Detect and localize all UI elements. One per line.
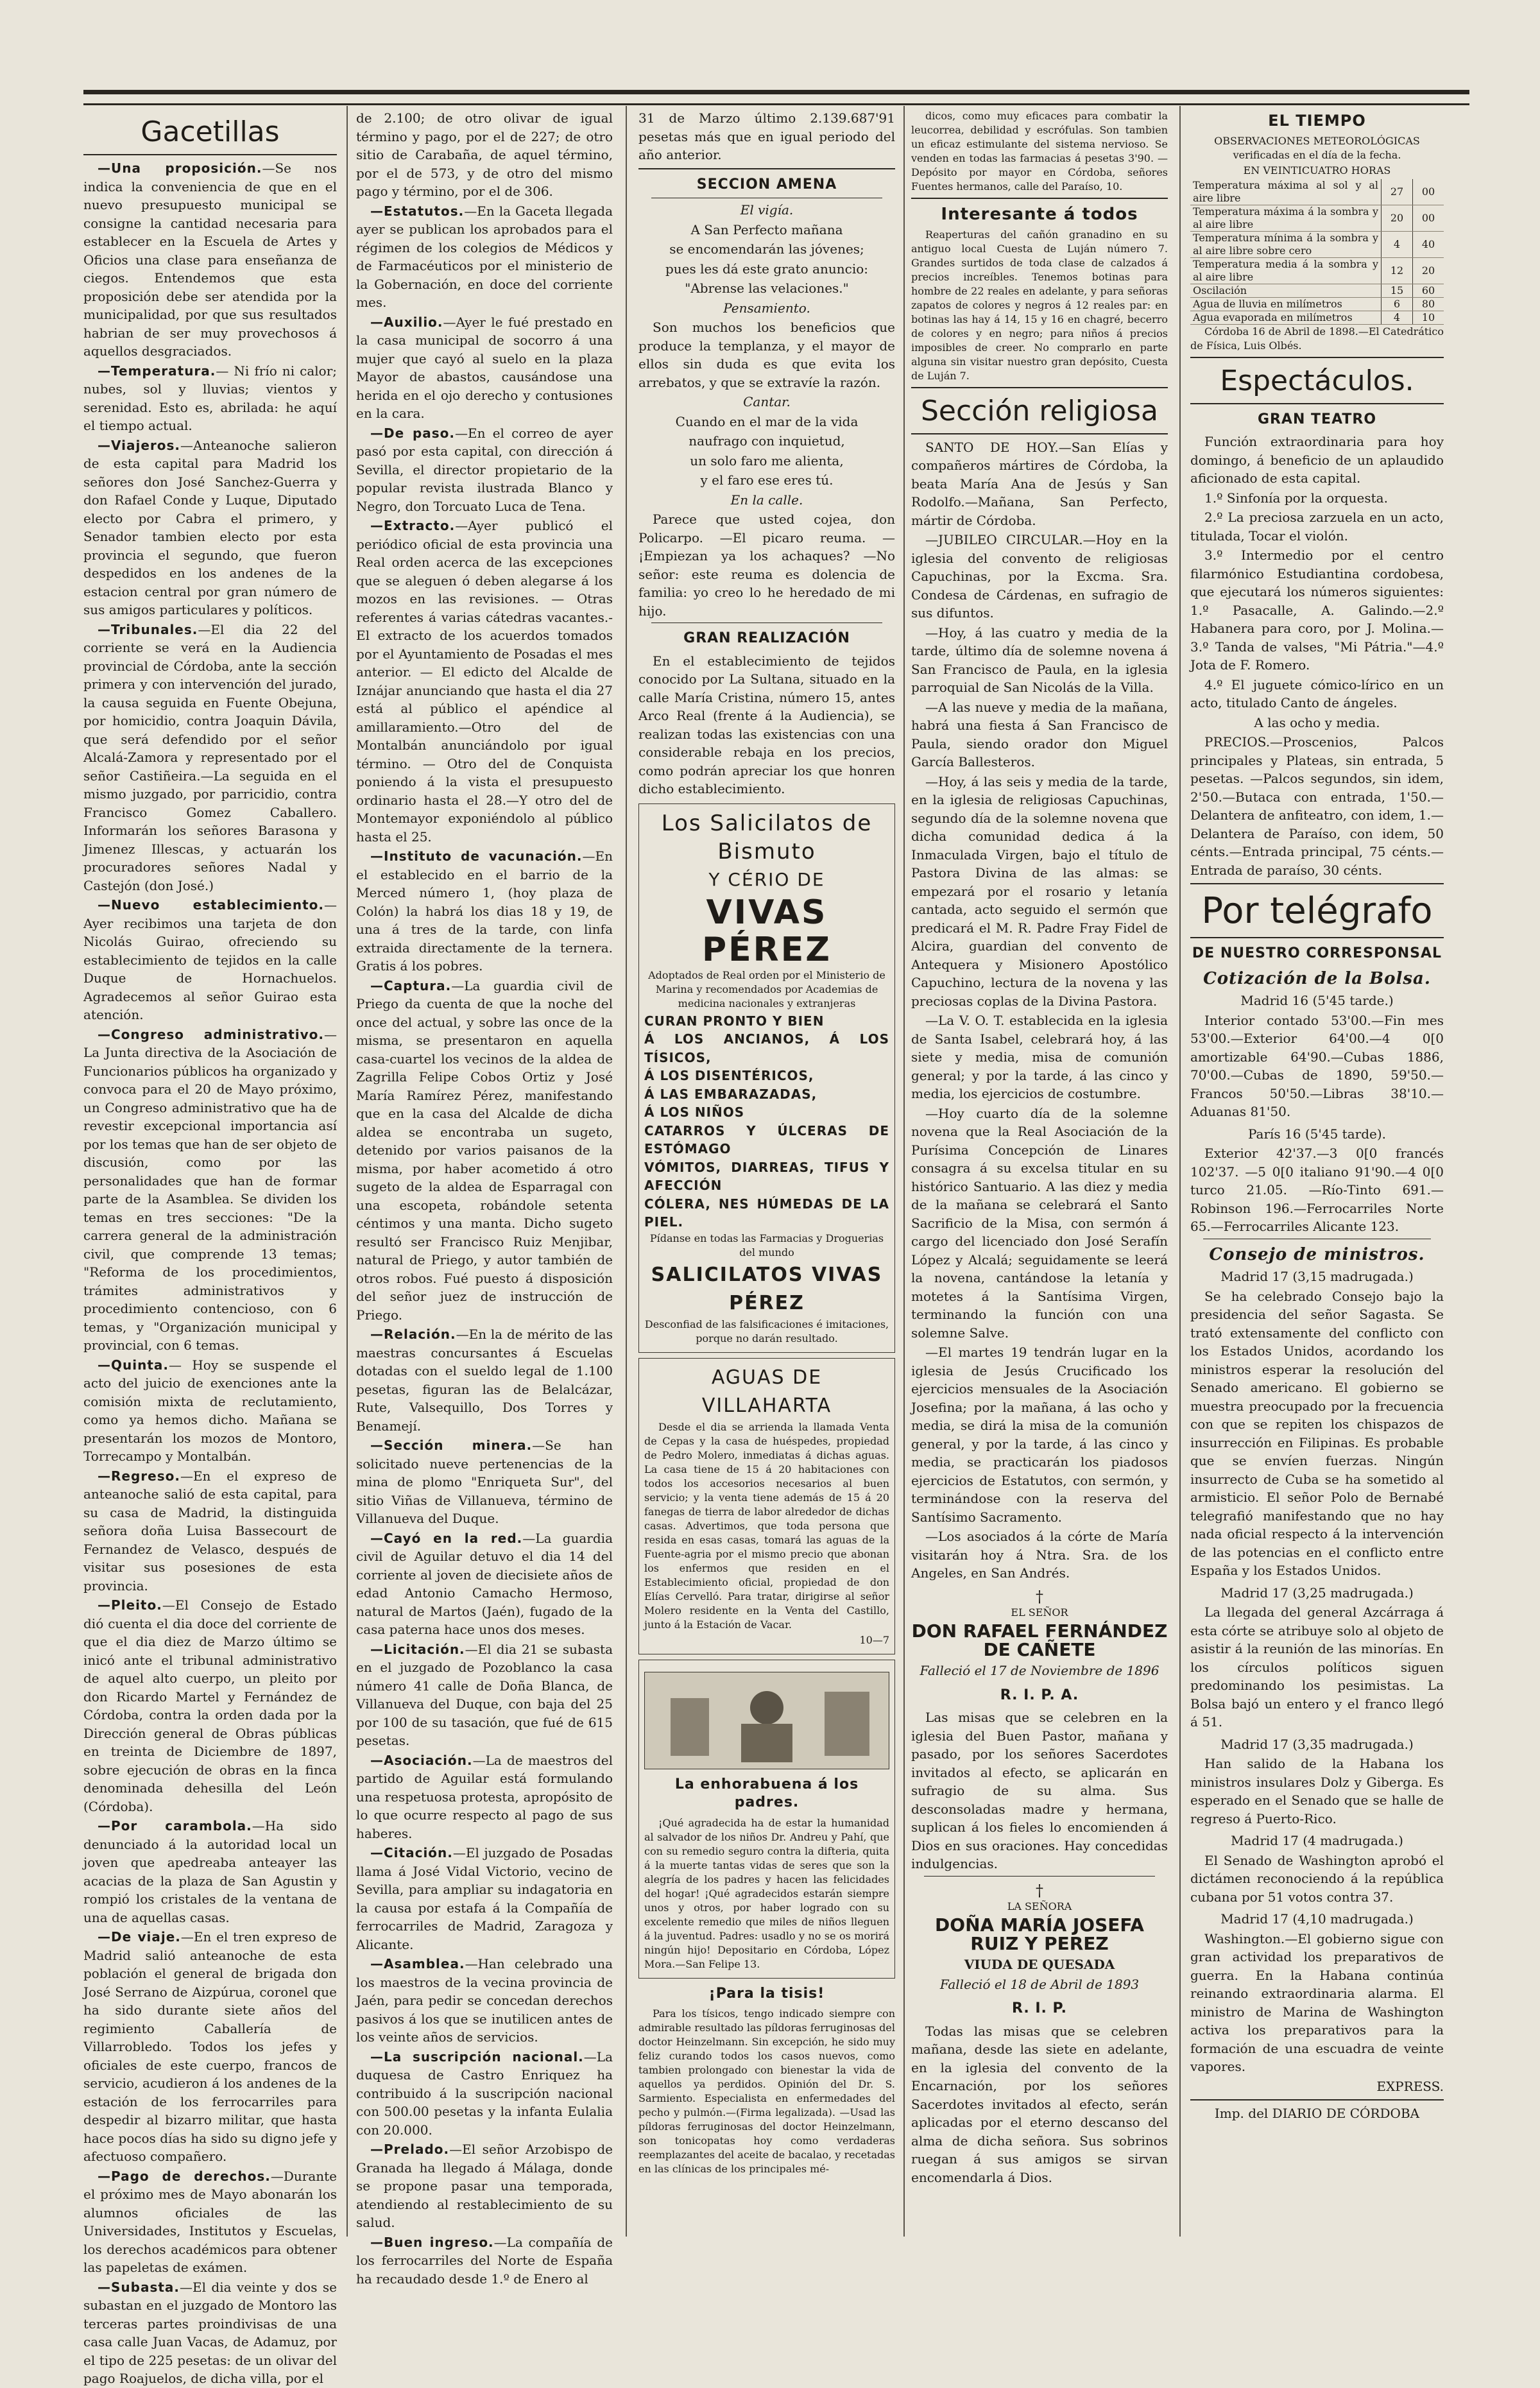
news-text: —Anteanoche salieron de esta capital para Madrid los señores don José Sanchez-Guerra y don Rafael Conde y Luque, Diputado electo por Cabra el primero, y Senador tambien electo por esta provincia el segundo, que fueron despedidos en los andenes de la estacion central por gran número de sus amigos particulares y políticos. <box>83 437 337 617</box>
advertisement-enhorabuena <box>638 1660 895 1979</box>
weather-row <box>1190 311 1444 324</box>
program-item: 1.º Sinfonía por la orquesta. <box>1204 490 1388 506</box>
amena-text: Son muchos los beneficios que produce la templanza, y el mayor de ellos sin duda es que evita los arrebatos, y que se extravíe la razón. <box>638 320 895 390</box>
obit-pre: LA SEÑORA <box>1007 1900 1072 1912</box>
weather-label: Temperatura mínima á la sombra y al aire libre sobre cero <box>1190 231 1382 257</box>
obit-name: DON RAFAEL FERNÁNDEZ DE CAÑETE <box>911 1620 1168 1660</box>
news-keyword: —Licitación. <box>370 1641 465 1657</box>
news-text: — Ni frío ni calor; nubes, sol y lluvias; vientos y serenidad. Esto es, abrilada: he aquí el tiempo actual. <box>83 363 337 433</box>
divider <box>911 387 1168 388</box>
ad-claim-line: Á LOS NIÑOS <box>644 1104 745 1120</box>
section-heading-espectaculos: Espectáculos. <box>1220 364 1414 397</box>
news-keyword: —Pleito. <box>98 1597 162 1613</box>
bolsa-dateline: París 16 (5'45 tarde). <box>1247 1126 1387 1142</box>
advertisement-villaharta <box>638 1358 895 1654</box>
ad-claim-line: CURAN PRONTO Y BIEN <box>644 1013 825 1029</box>
news-keyword: —Temperatura. <box>98 363 216 379</box>
amena-subtitle: El vigía. <box>740 202 794 218</box>
news-text: —En la Gaceta llegada ayer se publican los aprobados para el régimen de los colegios de Médicos y de Farmacéuticos por el ministerio de la Gobernación, en doce del corriente mes. <box>356 203 613 310</box>
news-keyword: —Estatutos. <box>370 203 465 219</box>
news-keyword: —De paso. <box>370 425 456 441</box>
news-item <box>356 847 613 975</box>
program-item: 4.º El juguete cómico-lírico en un acto, titulado Canto de ángeles. <box>1190 676 1444 710</box>
religious-notice: —Hoy, á las seis y media de la tarde, en la iglesia de religiosas Capuchinas, segundo día de la solemne novena que dicha comunidad dedica á la Inmaculada Virgen, bajo el título de Pastora Divina de las almas: se empezará por el rosario y letanía cantada, acto seguido el sermón que predicará el M. R. Padre Fray Fidel de Alcira, guardian del convento de Antequera y Misionero Apostólico Capuchino, lectura de la novena y las preciosas coplas de la Divina Pastora. <box>911 773 1168 1009</box>
verse-line: naufrago con inquietud, <box>689 433 845 449</box>
religious-notice: —El martes 19 tendrán lugar en la iglesia de Jesús Crucificado los ejercicios mensuales de la Asociación Josefina; por la mañana, á las ocho y media, se dirá la misa de la comunión general, y por la tarde, á las cinco y media, se practicarán los piadosos ejercicios de Estatutos, con sermón, y terminándose con la reserva del Santísimo Sacramento. <box>911 1344 1168 1525</box>
amena-subtitle: Cantar. <box>743 394 791 409</box>
ad-text-tisis: Para los tísicos, tengo indicado siempre con admirable resultado las píldoras ferruginosas del doctor Heinzelmann. Sin excepción, he sido muy feliz curando todos los casos nuevos, como tambien prolongado con bienestar la vida de aquellos ya perdidos. Opinión del Dr. S. Sarmiento. Especialista en enfermedades del pecho y pulmón.—(Firma legalizada). —Usad las píldoras ferruginosas del doctor Heinzelmann, son tonicopatas hoy como verdaderas reemplazantes del aceite de bacalao, y recetadas en las clínicas de los principales mé- <box>638 2007 895 2175</box>
theatre-title: GRAN TEATRO <box>1257 411 1377 427</box>
weather-row <box>1190 284 1444 297</box>
news-keyword: —Pago de derechos. <box>98 2168 271 2184</box>
signature: EXPRESS. <box>1376 2078 1444 2094</box>
cross-icon: † <box>1036 1881 1043 1900</box>
news-text: —Ayer publicó el periódico oficial de esta provincia una Real orden acerca de las excepciones que se aleguen ó deben alegarse á los mozos en las revisiones. — Otras referentes á varias cátedras vacantes.- El extracto de los acuerdos tomados por el Ayuntamiento de Posadas el mes anterior. — El edicto del Alcalde de Iznájar anunciando que hasta el dia 27 está al público el apéndice al amillaramiento.—Otro del de Montalbán anunciándolo por igual término. — Otro del de Conquista poniendo á la vista el presupuesto ordinario hasta el 28.—Y otro del de Montemayor exponiéndolo al público hasta el 25. <box>356 518 613 845</box>
ad-text: ¡Qué agradecida ha de estar la humanidad al salvador de los niños Dr. Andreu y Pahí, que con su remedio seguro contra la difteria, quita á la muerte tantas vidas de seres que son la alegría de los padres y hacen las felicidades del hogar! ¡Qué agradecidos estarán siempre unos y otros, por haber logrado con su excelente remedio que miles de niños lleguen á la juventud. Padres: usadlo y no se os morirá ningún hijo! Depositario en Córdoba, López Mora.—San Felipe 13. <box>644 1816 889 1970</box>
bolsa-dateline: Madrid 16 (5'45 tarde.) <box>1240 993 1394 1008</box>
bolsa-quotes <box>1190 992 1444 1236</box>
verse-line: y el faro ese eres tú. <box>700 472 834 488</box>
weather-value: 15 <box>1382 284 1413 297</box>
ad-claim-line: Á LAS EMBARAZADAS, <box>644 1086 817 1102</box>
divider <box>1190 403 1444 404</box>
news-text: de 2.100; de otro olivar de igual término y pago, por el de 227; de otro sitio de Carabaña, de aquel término, por el de 573, y de otro del mismo pago y término, por el de 306. <box>356 110 613 199</box>
weather-label: Agua evaporada en milímetros <box>1190 311 1382 324</box>
weather-label: Oscilación <box>1190 284 1382 297</box>
ad-claim-line: CATARROS Y ÚLCERAS DE ESTÓMAGO <box>644 1122 889 1156</box>
obit-rip: R. I. P. <box>1011 2000 1067 2016</box>
weather-label: Temperatura máxima al sol y al aire libre <box>1190 179 1382 205</box>
news-text: —El dia veinte y dos se subastan en el juzgado de Montoro las terceras partes proindivisas de una casa calle Juan Vacas, de Adamuz, por el tipo de 225 pesetas: de un olivar del pago Roajuelos, de dicha villa, por el <box>83 2279 337 2386</box>
weather-value: 12 <box>1382 257 1413 284</box>
news-keyword: —Buen ingreso. <box>370 2234 494 2250</box>
news-item <box>83 1596 337 1816</box>
news-text: —Ayer recibimos una tarjeta de don Nicolás Guirao, ofreciendo su establecimiento de tejidos en la calle Duque de Hornachuelos. Agradecemos al señor Guirao esta atención. <box>83 897 337 1022</box>
ad-text: Desde el dia se arrienda la llamada Venta de Cepas y la casa de huéspedes, propiedad de Pedro Molero, inmediatas á dichas aguas. La casa tiene de 15 á 20 habitaciones con todos los accesorios necesarios al buen servicio; y la venta tiene además de 15 á 20 fanegas de tierra de labor alrededor de dichas casas. Advertimos, que toda persona que resida en esas casas, tomará las aguas de la Fuente-agria por el mismo precio que abonan los enfermos que residen en el Establecimiento oficial, propiedad de don Elías Cervelló. Para tratar, dirigirse al señor Molero residente en la Venta del Castillo, junto á la Estación de Vacar. <box>644 1420 889 1631</box>
religious-notice: SANTO DE HOY.—San Elías y compañeros mártires de Córdoba, la beata María Ana de Jesús y San Rodolfo.—Mañana, San Perfecto, mártir de Córdoba. <box>911 439 1168 528</box>
obituary-2 <box>911 1882 1168 2187</box>
column-rule <box>903 106 905 2237</box>
amena-subtitle: Pensamiento. <box>723 300 810 316</box>
cable-text: Se ha celebrado Consejo bajo la presidencia del señor Sagasta. Se trató extensamente del conflicto con los Estados Unidos, acordando los ministros esperar la resolución del Senado americano. El gobierno se muestra preocupado por la frecuencia con que se repiten los chispazos de insurrección en Filipinas. Es probable que se envíen fuerzas. Ningún insurrecto de Cuba se ha sometido al armisticio. El señor Polo de Bernabé telegrafió manifestando que no hay nada oficial respecto á la intervención de las potencias en el conflicto entre España y los Estados Unidos. <box>1190 1288 1444 1578</box>
obit-name: DOÑA MARÍA JOSEFA RUIZ Y PEREZ <box>935 1914 1144 1954</box>
bolsa-text: Interior contado 53'00.—Fin mes 53'00.—Exterior 64'00.—4 0[0 amortizable 64'90.—Cubas 1886, 70'00.—Cubas de 1890, 59'50.—Francos 50'50.—Libras 38'10.—Aduanas 81'50. <box>1190 1012 1444 1119</box>
news-item <box>356 109 613 201</box>
news-keyword: —Subasta. <box>98 2279 180 2295</box>
news-item <box>83 1026 337 1355</box>
ad-claims <box>644 1012 889 1232</box>
religious-notice: —A las nueve y media de la mañana, habrá una fiesta á San Francisco de Paula, siendo orador don Miguel García Ballesteros. <box>911 699 1168 769</box>
section-title-gran-realizacion: GRAN REALIZACIÓN <box>683 630 850 646</box>
divider <box>924 1876 1155 1877</box>
news-text: —El señor Arzobispo de Granada ha llegado á Málaga, donde se propone pasar una temporada, atendiendo al restablecimiento de su salud. <box>356 2142 613 2230</box>
news-keyword: —Congreso administrativo. <box>98 1026 324 1042</box>
ad-title: La enhorabuena á los padres. <box>674 1776 859 1810</box>
weather-row <box>1190 205 1444 231</box>
news-keyword: —Asamblea. <box>370 1956 465 1971</box>
column-tiempo-telegrafo <box>1190 109 1444 2237</box>
news-keyword: —Extracto. <box>370 518 456 533</box>
weather-decimal: 00 <box>1413 205 1444 231</box>
news-item <box>356 1325 613 1435</box>
cable-dateline: Madrid 17 (3,15 madrugada.) <box>1220 1269 1414 1284</box>
news-item <box>356 2140 613 2232</box>
engraving-illustration <box>644 1672 889 1769</box>
news-text: —El dia 21 se subasta en el juzgado de Pozoblanco la casa número 41 calle de Doña Blanca, de Villanueva del Duque, con baja del 25 por 100 de su tasación, que fué de 615 pesetas. <box>356 1641 613 1748</box>
news-keyword: —Citación. <box>370 1845 453 1860</box>
section-heading-religiosa: Sección religiosa <box>920 394 1158 427</box>
news-text: —En la de mérito de las maestras concursantes á Escuelas dotadas con el sueldo legal de 1.100 pesetas, figuran las de Belalcázar, Rute, Valsequillo, Dos Torres y Benamejí. <box>356 1327 613 1434</box>
column-rule <box>626 106 627 2237</box>
religious-notice: —Los asociados á la córte de María visitarán hoy á Ntra. Sra. de los Angeles, en San Andrés. <box>911 1529 1168 1581</box>
gran-realizacion-text: En el establecimiento de tejidos conocido por La Sultana, situado en la calle María Cristina, número 15, antes Arco Real (frente á la Audiencia), se realizan todas las existencias con una considerable rebaja en los precios, como podrán apreciar los que honren dicho establecimiento. <box>638 653 895 796</box>
weather-decimal: 00 <box>1413 179 1444 205</box>
weather-row <box>1190 179 1444 205</box>
program-item: 3.º Intermedio por el centro filarmónico Estudiantina cordobesa, que ejecutará los números siguientes: 1.º Pasacalle, A. Galindo.—2.º Habanera para coro, por J. Molina.—3.º Tanda de valses, "Mi Pátria."—4.º Jota de F. Romero. <box>1190 547 1444 673</box>
ad-warning: Desconfiad de las falsificaciones é imitaciones, porque no darán resultado. <box>644 1318 889 1344</box>
news-keyword: —Asociación. <box>370 1752 473 1768</box>
news-item <box>83 159 337 361</box>
weather-decimal: 20 <box>1413 257 1444 284</box>
verse-line: A San Perfecto mañana <box>690 221 843 237</box>
obit-text: Todas las misas que se celebren mañana, desde las siete en adelante, en la iglesia del convento de la Encarnación, por los señores Sacerdotes invitados al efecto, serán aplicadas por el eterno descanso del alma de dicha señora. Sus sobrinos ruegan á sus amigos se sirvan encomendarla á Dios. <box>911 2023 1168 2185</box>
news-item <box>356 1844 613 1954</box>
weather-decimal: 40 <box>1413 231 1444 257</box>
section-heading-telegrafo: Por telégrafo <box>1201 890 1433 932</box>
cable-text: Washington.—El gobierno sigue con gran actividad los preparativos de guerra. En la Habana continúa reinando extraordinaria alarma. El ministro de Marina de Washington activa los preparativos para la formación de una escuadra de veinte vapores. <box>1190 1930 1444 2074</box>
news-keyword: —Relación. <box>370 1327 456 1342</box>
news-text: —La duquesa de Castro Enriquez ha contribuido á la suscripción nacional con 500.00 pesetas y la infanta Eulalia con 20.000. <box>356 2049 613 2138</box>
theatre-program <box>1190 489 1444 712</box>
ad-title-tisis: ¡Para la tisis! <box>708 1985 825 2002</box>
news-item <box>83 362 337 435</box>
ad-footer: Pídanse en todas las Farmacias y Droguerias del mundo <box>649 1232 884 1258</box>
divider <box>1190 883 1444 884</box>
news-item <box>83 2167 337 2277</box>
verse-line: Cuando en el mar de la vida <box>675 413 859 429</box>
consejo-title: Consejo de ministros. <box>1209 1244 1425 1264</box>
news-keyword: —De viaje. <box>98 1929 181 1945</box>
news-keyword: —Nuevo establecimiento. <box>98 897 324 913</box>
column-religiosa <box>911 109 1168 2237</box>
cable-text: La llegada del general Azcárraga á esta córte se atribuye solo al objeto de asistir á la reunión de las minorías. En los círculos políticos siguen predominando los pesimistas. La Bolsa bajó un entero y el franco llegó á 51. <box>1190 1604 1444 1730</box>
bolsa-title: Cotización de la Bolsa. <box>1203 968 1431 988</box>
ad-brand: VIVAS PÉREZ <box>702 893 832 969</box>
news-item <box>83 1467 337 1595</box>
news-text: —En el correo de ayer pasó por esta capital, con dirección á Sevilla, el director propietario de la popular revista ilustrada Blanco y Negro, don Torcuato Luca de Tena. <box>356 425 613 514</box>
news-item <box>356 202 613 312</box>
ad-title: AGUAS DE VILLAHARTA <box>701 1366 832 1417</box>
news-item <box>83 621 337 895</box>
cable-dateline: Madrid 17 (4 madrugada.) <box>1231 1833 1403 1848</box>
weather-value: 6 <box>1382 297 1413 311</box>
weather-subtitle-2: EN VEINTICUATRO HORAS <box>1243 164 1391 176</box>
news-text: —En el establecido en el barrio de la Merced número 1, (hoy plaza de Colón) la habrá los dias 18 y 19, de una á tres de la tarde, con linfa extraida directamente de la ternera. Gratis á los pobres. <box>356 848 613 974</box>
correspondent-label: DE NUESTRO CORRESPONSAL <box>1192 945 1442 961</box>
weather-label: Agua de lluvia en milímetros <box>1190 297 1382 311</box>
weather-subtitle: OBSERVACIONES METEOROLÓGICAS verificadas en el día de la fecha. <box>1214 134 1420 161</box>
divider <box>911 198 1168 199</box>
news-text: —La de maestros del partido de Aguilar está formulando una respetuosa protesta, apropósito de lo que ocurre respecto al pago de sus haberes. <box>356 1752 613 1841</box>
obituary-1 <box>911 1588 1168 1873</box>
amena-subtitle: En la calle. <box>730 492 803 508</box>
news-text: —Ayer le fué prestado en la casa municipal de socorro á una mujer que cayó al suelo en la plaza Mayor de abastos, causándose una herida en el ojo derecho y contusiones en la cara. <box>356 314 613 421</box>
cross-icon: † <box>1036 1587 1043 1606</box>
news-item <box>83 436 337 619</box>
news-item <box>356 2048 613 2140</box>
news-item <box>83 1928 337 2166</box>
ad-title-interesante: Interesante á todos <box>941 205 1138 224</box>
weather-value: 20 <box>1382 205 1413 231</box>
news-item <box>356 1955 613 2047</box>
religious-notice: —Hoy cuarto día de la solemne novena que la Real Asociación de la Purísima Concepción de Linares consagra á su excelsa titular en su histórico Santuario. A las diez y media de la mañana se celebrará el Santo Sacrificio de la Misa, con sermón á cargo del licenciado don José Serafín López y Alcalá; seguidamente se leerá la novena, cantándose la letanía y motetes á la Santísima Virgen, terminando la función con una solemne Salve. <box>911 1105 1168 1341</box>
ad-claim-line: VÓMITOS, DIARREAS, TIFUS Y AFECCIÓN <box>644 1159 889 1193</box>
continued-text: 31 de Marzo último 2.139.687'91 pesetas más que en igual periodo del año anterior. <box>638 110 895 162</box>
news-keyword: —Por carambola. <box>98 1818 252 1834</box>
column-amena-ads <box>638 109 895 2237</box>
cable-dateline: Madrid 17 (3,25 madrugada.) <box>1220 1585 1414 1601</box>
news-item <box>356 1529 613 1639</box>
obit-died: Falleció el 18 de Abril de 1893 <box>939 1976 1140 1992</box>
weather-footer: Córdoba 16 de Abril de 1898.—El Catedrático de Física, Luis Olbés. <box>1190 325 1444 352</box>
obit-text: Las misas que se celebren en la iglesia del Buen Pastor, mañana y pasado, por los señores Sacerdotes invitados al efecto, se aplicarán en sufragio de su alma. Sus desconsoladas madre y hermana, suplican á los fieles lo encomienden á Dios en sus oraciones. Hay concedidas indulgencias. <box>911 1710 1168 1871</box>
column-rule <box>1179 106 1181 2237</box>
weather-row <box>1190 231 1444 257</box>
divider <box>911 433 1168 434</box>
religious-notices <box>911 438 1168 1583</box>
column-gacetillas-cont <box>356 109 613 2287</box>
news-keyword: —Cayó en la red. <box>370 1530 523 1546</box>
news-item <box>356 313 613 423</box>
divider <box>1190 937 1444 938</box>
religious-notice: —La V. O. T. establecida en la iglesia de Santa Isabel, celebrará hoy, á las siete y media, misa de comunión general; y por la tarde, á las cinco y media, los ejercicios de costumbre. <box>911 1013 1168 1101</box>
gacetillas-list-continued <box>356 109 613 2288</box>
ad-text-interesante: Reaperturas del cañón granadino en su antiguo local Cuesta de Luján número 7. Grandes surtidos de toda clase de calzados á precios increíbles. Tenemos botinas para hombre de 22 reales en adelante, y para señoras zapatos de colores y negros á 12 reales par: en botinas las hay á 14, 15 y 16 en chagré, becerro de colores y en negro; para niños á precios imposibles de creer. No comprarlo en parte alguna sin visitar nuestro gran depósito, Cuesta de Luján 7. <box>911 228 1168 382</box>
news-item <box>356 517 613 846</box>
news-item <box>83 896 337 1024</box>
advertisement-salicilatos <box>638 803 895 1353</box>
gacetillas-list <box>83 159 337 2388</box>
theatre-prices: PRECIOS.—Proscenios, Palcos principales y Plateas, sin entrada, 5 pesetas. —Palcos segundos, sin idem, 2'50.—Butaca con entrada, 1'50.—Delantera de anfiteatro, con idem, 1.—Delantera de Paraíso, con idem, 50 cénts.—Entrada principal, 75 cénts.—Entrada de paraíso, 30 cénts. <box>1190 734 1444 878</box>
theatre-time: A las ocho y media. <box>1254 714 1380 730</box>
obit-pre: EL SEÑOR <box>1011 1606 1068 1619</box>
bolsa-text: Exterior 42'37.—3 0[0 francés 102'37. —5 0[0 italiano 91'90.—4 0[0 turco 21.05. —Río-Tinto 691.—Robinson 196.—Ferrocarriles Norte 65.—Ferrocarriles Alicante 123. <box>1190 1146 1444 1234</box>
news-item <box>83 1817 337 1927</box>
news-text: —La compañía de los ferrocarriles del Norte de España ha recaudado desde 1.º de Enero al <box>356 2234 613 2287</box>
ad-claim-line: Á LOS DISENTÉRICOS, <box>644 1068 814 1083</box>
news-text: —El Consejo de Estado dió cuenta el dia doce del corriente de que el dia diez de Marzo último se inicó ante el tribunal administrativo de aquel alto cuerpo, un pleito por don Ricardo Martel y Fernández de Córdoba, contra la orden dada por la Dirección general de Obras públicas en treinta de Diciembre de 1897, sobre ejecución de obras en la finca denominada dehesilla del León (Córdoba). <box>83 1597 337 1814</box>
weather-label: Temperatura media á la sombra y al aire libre <box>1190 257 1382 284</box>
religious-notice: —Hoy, á las cuatro y media de la tarde, último día de solemne novena á San Francisco de Paula, en la iglesia parroquial de San Nicolás de la Villa. <box>911 624 1168 695</box>
cable-text: Han salido de la Habana los ministros insulares Dolz y Giberga. Es esperado en el Senado que se halle de regreso á Puerto-Rico. <box>1190 1756 1444 1826</box>
news-text: —Han celebrado una los maestros de la vecina provincia de Jaén, para pedir se concedan derechos pasivos á los que se inutilicen antes de los veinte años de servicios. <box>356 1956 613 2045</box>
news-keyword: —Auxilio. <box>370 314 443 330</box>
obit-rip: R. I. P. A. <box>1000 1687 1079 1703</box>
news-keyword: —Regreso. <box>98 1468 180 1484</box>
weather-row <box>1190 297 1444 311</box>
obit-sub: VIUDA DE QUESADA <box>964 1957 1115 1972</box>
news-text: —En el expreso de anteanoche salió de esta capital, para su casa de Madrid, la distinguida señora doña Luisa Bassecourt de Fernandez de Velasco, después de visitar sus posesiones de esta provincia. <box>83 1468 337 1593</box>
news-keyword: —Tribunales. <box>98 621 198 637</box>
divider <box>1190 2099 1444 2100</box>
news-text: —La Junta directiva de la Asociación de Funcionarios públicos ha organizado y convoca para el 20 de Mayo próximo, un Congreso administrativo que ha de revestir excepcional importancia así por los temas que han de ser objeto de discusión, como por las personalidades que han de formar parte de la Asamblea. Se dividen los temas en tres secciones: "De la carrera general de la administración civil, que comprende 13 temas; "Reforma de los procedimientos, trámites administrativos y procedimiento contencioso, con 6 temas, y "Organización municipal y provincial, con 6 temas. <box>83 1026 337 1353</box>
religious-notice: —JUBILEO CIRCULAR.—Hoy en la iglesia del convento de religiosas Capuchinas, por la Excma. Sra. Condesa de Cárdenas, en sufragio de sus difuntos. <box>911 532 1168 621</box>
amena-items <box>638 201 895 620</box>
news-text: —El juzgado de Posadas llama á José Vidal Victorio, vecino de Sevilla, para ampliar su indagatoria en la causa por estafa á la Compañía de ferrocarriles de Madrid, Zaragoza y Alicante. <box>356 1845 613 1952</box>
news-text: —Durante el próximo mes de Mayo abonarán los alumnos oficiales de las Universidades, Institutos y Escuelas, los derechos académicos para obtener las papeletas de exámen. <box>83 2168 337 2275</box>
news-text: —Ha sido denunciado á la autoridad local un joven que apedreaba anteayer las acacias de la plaza de San Agustin y rompió los cristales de la ventana de una de aquellas casas. <box>83 1818 337 1925</box>
divider <box>83 154 337 155</box>
obit-died: Falleció el 17 de Noviembre de 1896 <box>920 1663 1159 1678</box>
continued-text: dicos, como muy eficaces para combatir la leucorrea, debilidad y escrófulas. Son tambien un eficaz estimulante del sistema nervioso. Se venden en todas las farmacias á pesetas 3'90. —Depósito por mayor en Córdoba, señores Fuentes hermanos, calle del Paraíso, 10. <box>911 110 1168 193</box>
news-text: —Se nos indica la conveniencia de que en el nuevo presupuesto municipal se consigne la cantidad necesaria para establecer en la Escuela de Artes y Oficios una clase para enseñanza de ciegos. Entendemos que esta proposición debe ser atendida por la municipalidad, por que sus resultados habrian de ser muy provechosos á aquellos desgraciados. <box>83 160 337 359</box>
cable-dateline: Madrid 17 (4,10 madrugada.) <box>1220 1911 1414 1927</box>
news-keyword: —La suscripción nacional. <box>370 2049 584 2065</box>
section-title-amena: SECCION AMENA <box>696 176 837 193</box>
imprint: Imp. del DIARIO DE CÓRDOBA <box>1214 2106 1420 2121</box>
weather-decimal: 60 <box>1413 284 1444 297</box>
news-item <box>356 2233 613 2289</box>
amena-text: Parece que usted cojea, don Policarpo. —El picaro reuma. —¡Empiezan ya los achaques? —No señor: este reuma es dolencia de familia: yo creo lo he heredado de mi hijo. <box>638 511 895 619</box>
weather-label: Temperatura máxima á la sombra y al aire libre <box>1190 205 1382 231</box>
weather-value: 4 <box>1382 311 1413 324</box>
weather-value: 4 <box>1382 231 1413 257</box>
ad-code: 10—7 <box>859 1633 889 1646</box>
ad-title: Los Salicilatos de Bismuto <box>661 810 873 864</box>
news-item <box>356 424 613 516</box>
news-item <box>356 977 613 1325</box>
news-keyword: —Instituto de vacunación. <box>370 848 583 864</box>
cable-text: El Senado de Washington aprobó el dictámen reconociendo á la república cubana por 51 votos contra 37. <box>1190 1852 1444 1905</box>
weather-decimal: 10 <box>1413 311 1444 324</box>
weather-title: EL TIEMPO <box>1268 112 1366 130</box>
cable-dateline: Madrid 17 (3,35 madrugada.) <box>1220 1736 1414 1752</box>
divider <box>638 168 895 169</box>
news-item <box>83 2278 337 2388</box>
news-keyword: —Una proposición. <box>98 160 262 176</box>
news-item <box>356 1436 613 1528</box>
news-keyword: —Quinta. <box>98 1357 169 1373</box>
news-item <box>83 1356 337 1466</box>
news-text: — Hoy se suspende el acto del juicio de exenciones ante la comisión mixta de reclutamiento, como ya hemos dicho. Mañana se presentarán los mozos de Montoro, Torrecampo y Montalbán. <box>83 1357 337 1464</box>
news-keyword: —Sección minera. <box>370 1438 533 1453</box>
news-text: —En el tren expreso de Madrid salió anteanoche de esta población el general de brigada don José Serrano de Aizpúrua, coronel que ha sido durante siete años del regimiento Caballería de Villarrobledo. Todos los jefes y oficiales de este cuerpo, francos de servicio, acudieron á los andenes de la estación de los ferrocarriles para despedir al bizarro militar, que hasta hace pocos días ha sido su digno jefe y afectuoso compañero. <box>83 1929 337 2164</box>
divider <box>1190 357 1444 358</box>
telegraph-cables <box>1190 1267 1444 2076</box>
weather-decimal: 80 <box>1413 297 1444 311</box>
news-text: —La guardia civil de Priego da cuenta de que la noche del once del actual, y sobre las once de la misma, se presentaron en aquella casa-cuartel los vecinos de la aldea de Zagrilla Felipe Cobos Ortiz y José María Ramírez Pérez, manifestando que en la casa del Alcalde de dicha aldea se encontraba un sugeto, detenido por varios paisanos de la misma, por haber acometido á otro sugeto de la aldea de Esparragal con una escopeta, robándole setenta céntimos y una manta. Dicho sugeto resultó ser Francisco Ruiz Menjibar, natural de Priego, y autor también de otros robos. Fué puesto á disposición del señor juez de instrucción de Priego. <box>356 977 613 1323</box>
verse-line: se encomendarán las jóvenes; <box>669 241 864 257</box>
column-gacetillas <box>83 109 337 2386</box>
program-item: 2.º La preciosa zarzuela en un acto, titulada, Tocar el violón. <box>1190 510 1444 544</box>
ad-claim-line: CÓLERA, NES HÚMEDAS DE LA PIEL. <box>644 1196 889 1230</box>
weather-row <box>1190 257 1444 284</box>
ad-subtitle: Y CÉRIO DE <box>708 868 825 890</box>
news-text: —La guardia civil de Aguilar detuvo el dia 14 del corriente al joven de diecisiete años de edad Antonio Camacho Hermoso, natural de Martos (Jaén), fugado de la casa paterna hace unos dos meses. <box>356 1530 613 1637</box>
news-text: —El dia 22 del corriente se verá en la Audiencia provincial de Córdoba, ante la sección primera y con intervención del jurado, la causa seguida en Fuente Obejuna, por homicidio, contra Joaquin Dávila, que será defendido por el señor Alcalá-Zamora y representado por el señor Castiñeira.—La seguida en el mismo juzgado, por parricidio, contra Francisco Gomez Caballero. Informarán los señores Barasona y Jimenez Illescas, y actuarán los procuradores señores Nadal y Castejón (don José.) <box>83 621 337 893</box>
theatre-text: Función extraordinaria para hoy domingo, á beneficio de un aplaudido aficionado de esta capital. <box>1190 434 1444 486</box>
ad-brand-secondary: SALICILATOS VIVAS PÉREZ <box>651 1263 883 1314</box>
ad-note: Adoptados de Real orden por el Ministerio de Marina y recomendados por Academias de medicina nacionales y extranjeras <box>648 968 886 1009</box>
news-item <box>356 1640 613 1750</box>
weather-table <box>1190 179 1444 325</box>
news-item <box>356 1751 613 1843</box>
news-keyword: —Prelado. <box>370 2142 450 2157</box>
news-keyword: —Captura. <box>370 977 452 993</box>
ad-claim-line: Á LOS ANCIANOS, Á LOS TÍSICOS, <box>644 1031 889 1065</box>
verse-line: "Abrense las velaciones." <box>685 280 849 296</box>
weather-value: 27 <box>1382 179 1413 205</box>
news-text: —Se han solicitado nueve pertenencias de la mina de plomo "Enriqueta Sur", del sitio Viñas de Villanueva, término de Villanueva del Duque. <box>356 1438 613 1526</box>
section-heading-gacetillas: Gacetillas <box>141 116 280 148</box>
verse-line: un solo faro me alienta, <box>690 452 844 468</box>
news-keyword: —Viajeros. <box>98 437 181 453</box>
verse-line: pues les dá este grato anuncio: <box>665 261 869 277</box>
column-rule <box>346 106 348 2237</box>
masthead-rule <box>83 90 1469 105</box>
